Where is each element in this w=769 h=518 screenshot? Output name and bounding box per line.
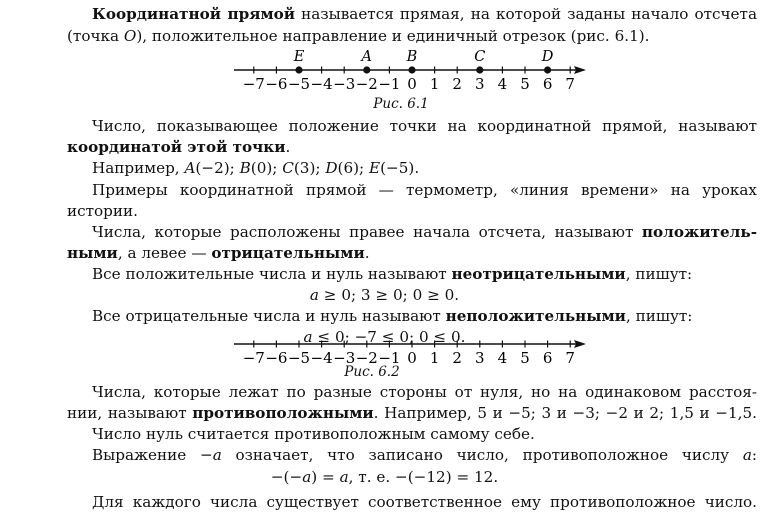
point-label: A	[361, 49, 373, 65]
tick-label: −4	[310, 75, 333, 93]
point-label: E	[293, 49, 305, 65]
tick-label: −7	[242, 75, 265, 93]
tick-label: 5	[520, 75, 530, 93]
nonpositive-formula: a ≤ 0; −7 ≤ 0; 0 ≤ 0.	[303, 328, 466, 346]
tick-label: 3	[475, 75, 485, 93]
tick-label: −7	[242, 349, 265, 367]
term-point-coordinate: координатой этой точки	[67, 138, 286, 156]
definition-line-2: (точка O), положительное направление и единичный отрезок (рис. 6.1).	[67, 27, 650, 45]
term-nonnegative: неотрицательными	[451, 265, 626, 283]
tick-label: −1	[378, 349, 401, 367]
coordinate-definition-line-1: Число, показывающее положение точки на координатной прямой, называют	[92, 117, 757, 135]
nonpositive-line: Все отрицательные числа и нуль называют неположительными, пишут:	[92, 307, 693, 325]
point-marker	[408, 66, 415, 73]
tick-label: −1	[378, 75, 401, 93]
expression-line: Выражение −a означает, что записано число, противоположное числу a:	[92, 446, 757, 464]
tick-label: 4	[497, 75, 508, 93]
tick-label: −2	[355, 75, 378, 93]
term-opposite: противоположными	[192, 404, 374, 422]
definition-line-1: Координатной прямой называется прямая, на которой заданы начало отсчета	[92, 5, 757, 23]
tick-label: −3	[333, 75, 356, 93]
point-marker	[544, 66, 551, 73]
examples-line-1: Примеры координатной прямой — термометр, «линия времени» на уроках	[92, 181, 757, 199]
tick-label: −2	[355, 349, 378, 367]
tick-label: 2	[452, 349, 462, 367]
point-marker	[363, 66, 370, 73]
coordinate-definition-line-2: координатой этой точки.	[67, 138, 291, 156]
point-label: C	[474, 49, 486, 65]
nonnegative-line: Все положительные числа и нуль называют неотрицательными, пишут:	[92, 265, 693, 283]
point-label: B	[406, 49, 418, 65]
tick-label: 1	[429, 75, 440, 93]
tick-label: 6	[542, 75, 553, 93]
tick-label: 3	[475, 349, 485, 367]
positive-negative-line-2: ными, а левее — отрицательными.	[67, 244, 370, 262]
point-marker	[476, 66, 483, 73]
tick-label: 1	[429, 349, 440, 367]
opposite-numbers-line-2: нии, называют противоположными. Например, 5 и −5; 3 и −3; −2 и 2; 1,5 и −1,5.	[67, 404, 757, 422]
point-label: D	[541, 49, 554, 65]
tick-label: −5	[287, 349, 311, 367]
tick-label: 4	[497, 349, 508, 367]
zero-opposite-line: Число нуль считается противоположным самому себе.	[92, 425, 535, 443]
point-marker	[295, 66, 302, 73]
tick-label: 0	[407, 75, 417, 93]
tick-label: −5	[287, 75, 311, 93]
term-positive: положитель-	[641, 223, 757, 241]
figure-caption-6-2: Рис. 6.2	[344, 364, 400, 380]
example-points-line: Например, A(−2); B(0); C(3); D(6); E(−5).	[92, 159, 420, 177]
tick-label: 7	[565, 75, 575, 93]
figure-caption-6-1: Рис. 6.1	[373, 96, 429, 112]
tick-label: −3	[333, 349, 356, 367]
positive-negative-line-1: Числа, которые расположены правее начала отсчета, называют положитель-	[92, 223, 757, 241]
tick-label: 5	[520, 349, 530, 367]
conclusion-line: Для каждого числа существует соответственное ему противоположное число.	[92, 493, 757, 511]
term-coordinate-line: Координатной прямой	[92, 5, 296, 23]
tick-label: −6	[265, 349, 288, 367]
double-negation-formula: −(−a) = a, т. е. −(−12) = 12.	[270, 468, 499, 486]
term-nonpositive: неположительными	[445, 307, 626, 325]
examples-line-2: истории.	[67, 202, 138, 220]
tick-label: −4	[310, 349, 333, 367]
nonnegative-formula: a ≥ 0; 3 ≥ 0; 0 ≥ 0.	[309, 286, 460, 304]
opposite-numbers-line-1: Числа, которые лежат по разные стороны от нуля, но на одинаковом расстоя-	[92, 383, 757, 401]
tick-label: 6	[542, 349, 553, 367]
tick-label: 0	[407, 349, 417, 367]
tick-label: 2	[452, 75, 462, 93]
term-negative: отрицательными	[211, 244, 365, 262]
tick-label: 7	[565, 349, 575, 367]
tick-label: −6	[265, 75, 288, 93]
